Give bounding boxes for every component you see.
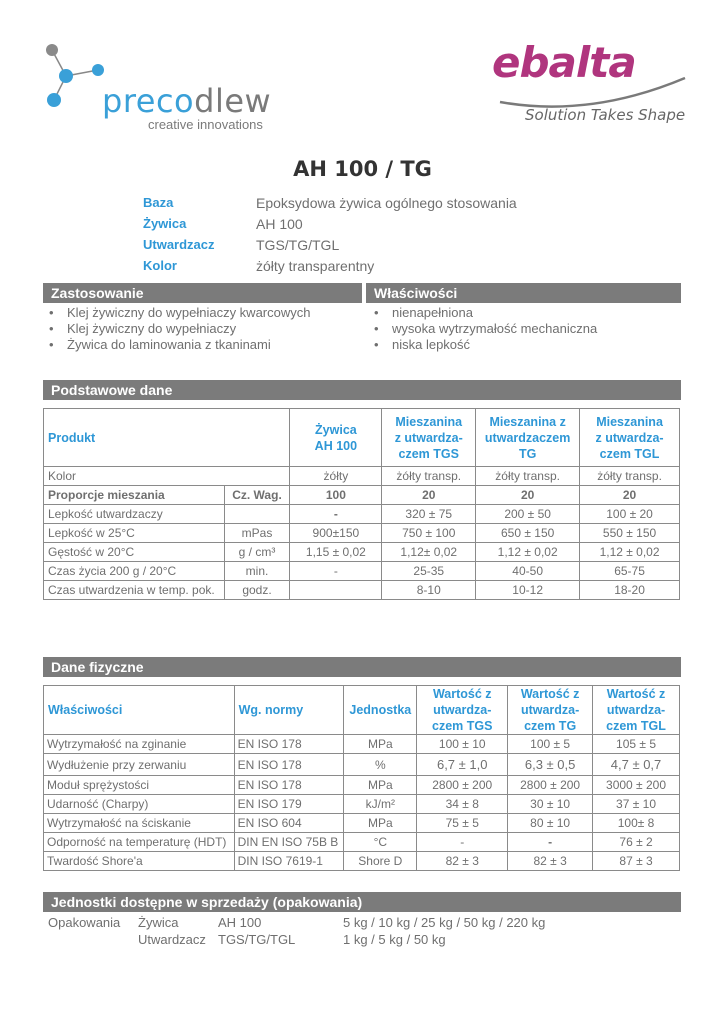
section-bar-podstawowe: Podstawowe dane	[43, 380, 681, 400]
table-row: Proporcje mieszania Cz. Wag. 100 20 20 20	[44, 486, 680, 505]
precodlew-tagline: creative innovations	[148, 117, 263, 132]
precodlew-wordmark: precodlew	[102, 82, 272, 120]
list-item: • niska lepkość	[370, 337, 597, 353]
header-tgl: Wartość z utwardza- czem TGL	[593, 686, 680, 735]
basic-data-table	[43, 408, 680, 600]
list-item: • Klej żywiczny do wypełniaczy kwarcowych	[45, 305, 310, 321]
base-info-row: Żywica AH 100	[143, 215, 303, 232]
section-bar-wlasciwosci: Właściwości	[366, 283, 681, 303]
ebalta-wordmark: ebalta	[492, 38, 636, 87]
base-info-row: Baza Epoksydowa żywica ogólnego stosowania	[143, 194, 517, 211]
header-tgl: Mieszanina z utwardza- czem TGL	[580, 409, 680, 467]
zastosowanie-list	[45, 305, 310, 353]
page-title: AH 100 / TG	[293, 157, 432, 181]
header-tg: Wartość z utwardza- czem TG	[508, 686, 593, 735]
precodlew-logo	[40, 40, 280, 140]
table-row: Lepkość utwardzaczy - 320 ± 75 200 ± 50 100 ± 20	[44, 505, 680, 524]
base-info	[143, 192, 603, 276]
ebalta-tagline: Solution Takes Shape	[525, 106, 686, 124]
table-row: Twardość Shore'a DIN ISO 7619-1 Shore D 82 ± 3 82 ± 3 87 ± 3	[44, 852, 680, 871]
header-tgs: Wartość z utwardza- czem TGS	[417, 686, 508, 735]
table-header-row	[44, 409, 680, 467]
packaging-list	[48, 915, 688, 949]
header-jednostka: Jednostka	[344, 686, 417, 735]
base-info-row: Utwardzacz TGS/TG/TGL	[143, 236, 340, 253]
header-tgs: Mieszanina z utwardza- czem TGS	[382, 409, 476, 467]
table-row: Gęstość w 20°C g / cm³ 1,15 ± 0,02 1,12± 0,02 1,12 ± 0,02 1,12 ± 0,02	[44, 543, 680, 562]
table-row: Lepkość w 25°C mPas 900±150 750 ± 100 650 ± 150 550 ± 150	[44, 524, 680, 543]
list-item: • Żywica do laminowania z tkaninami	[45, 337, 310, 353]
section-bar-fizyczne: Dane fizyczne	[43, 657, 681, 677]
header-zywica: Żywica AH 100	[290, 409, 382, 467]
header-wlasciwosci: Właściwości	[44, 686, 235, 735]
list-item: Utwardzacz TGS/TG/TGL 1 kg / 5 kg / 50 kg	[138, 932, 446, 947]
list-item: • Klej żywiczny do wypełniaczy	[45, 321, 310, 337]
table-row: Czas życia 200 g / 20°C min. - 25-35 40-50 65-75	[44, 562, 680, 581]
table-header-row	[44, 686, 680, 735]
physical-data-table	[43, 685, 680, 871]
base-info-row: Kolor żółty transparentny	[143, 257, 375, 274]
wlasciwosci-list	[370, 305, 597, 353]
list-item: • wysoka wytrzymałość mechaniczna	[370, 321, 597, 337]
table-row: Czas utwardzenia w temp. pok. godz. 8-10 10-12 18-20	[44, 581, 680, 600]
table-row: Wytrzymałość na zginanie EN ISO 178 MPa 100 ± 10 100 ± 5 105 ± 5	[44, 735, 680, 754]
table-row: Wydłużenie przy zerwaniu EN ISO 178 % 6,7 ± 1,0 6,3 ± 0,5 4,7 ± 0,7	[44, 754, 680, 776]
section-bar-jednostki: Jednostki dostępne w sprzedaży (opakowania)	[43, 892, 681, 912]
table-row: Odporność na temperaturę (HDT) DIN EN ISO 75B B °C - - 76 ± 2	[44, 833, 680, 852]
list-item: • nienapełniona	[370, 305, 597, 321]
table-row: Moduł sprężystości EN ISO 178 MPa 2800 ± 200 2800 ± 200 3000 ± 200	[44, 776, 680, 795]
ebalta-logo	[480, 36, 700, 136]
table-row: Udarność (Charpy) EN ISO 179 kJ/m² 34 ± 8 30 ± 10 37 ± 10	[44, 795, 680, 814]
table-row: Kolor żółty żółty transp. żółty transp. żółty transp.	[44, 467, 680, 486]
table-row: Wytrzymałość na ściskanie EN ISO 604 MPa 75 ± 5 80 ± 10 100± 8	[44, 814, 680, 833]
header-tg: Mieszanina z utwardzaczem TG	[476, 409, 580, 467]
list-item: Opakowania Żywica AH 100 5 kg / 10 kg / 25 kg / 50 kg / 220 kg	[48, 915, 546, 930]
header-norma: Wg. normy	[234, 686, 344, 735]
section-bar-zastosowanie: Zastosowanie	[43, 283, 362, 303]
header-produkt: Produkt	[44, 409, 290, 467]
